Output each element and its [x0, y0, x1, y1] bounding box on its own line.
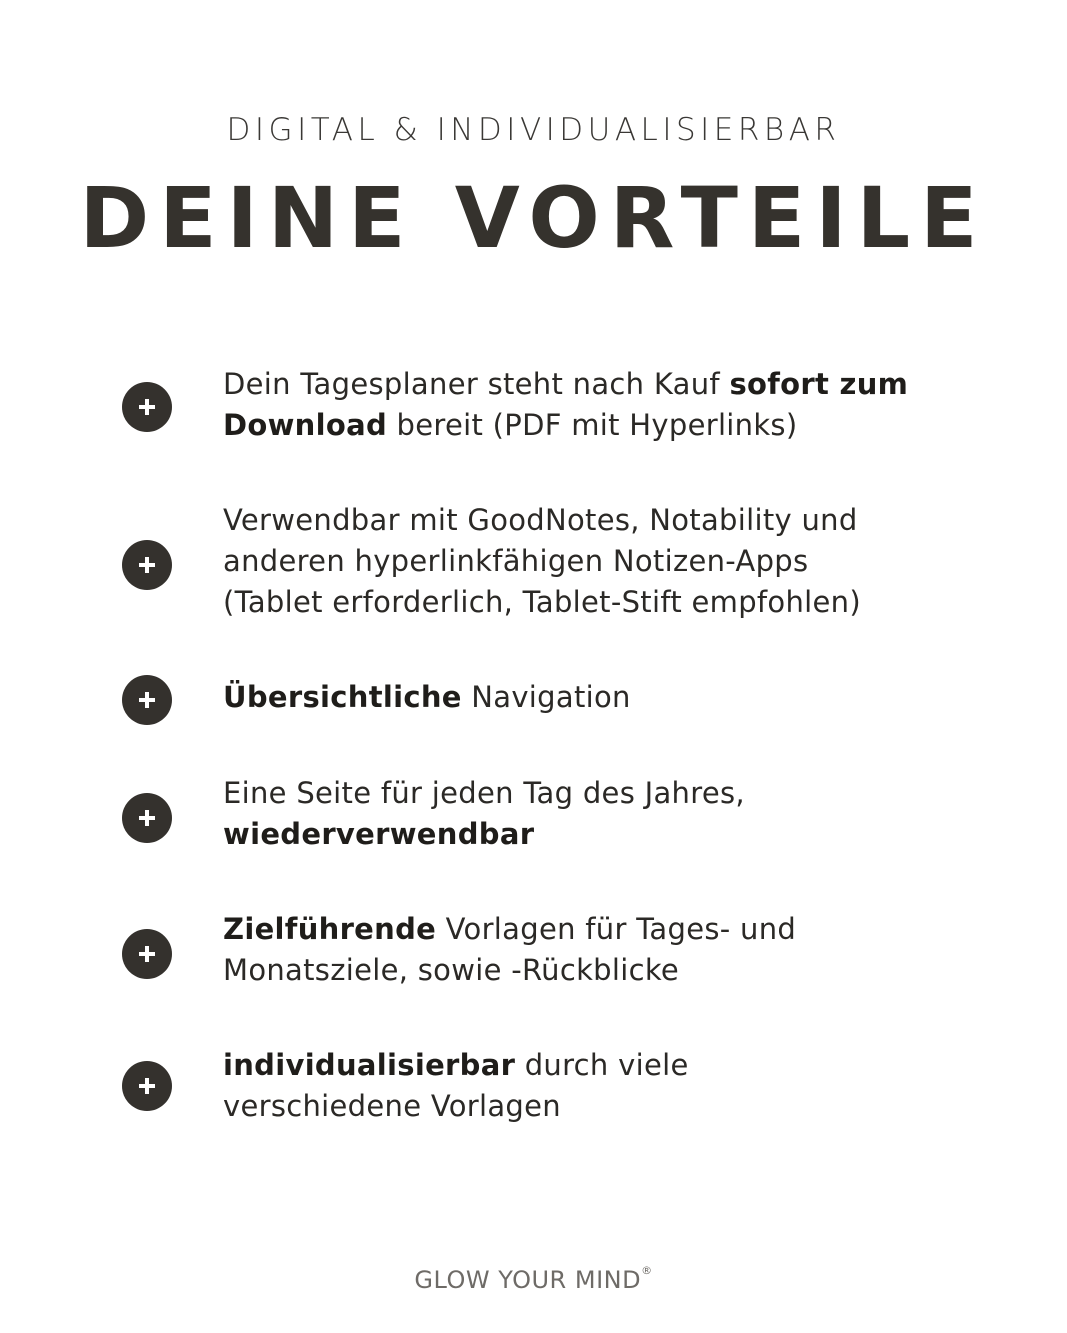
plus-circle-icon — [122, 929, 172, 979]
brand-footer — [0, 1266, 1067, 1294]
benefit-item-compatibility — [122, 500, 962, 630]
benefit-item-daily-pages — [122, 773, 962, 863]
benefit-line — [223, 1045, 963, 1086]
benefit-text — [223, 677, 963, 718]
body-text: (Tablet erforderlich, Tablet-Stift empfohlen) — [223, 585, 861, 619]
benefit-item-download — [122, 364, 962, 454]
benefit-line — [223, 773, 963, 814]
benefit-line — [223, 582, 963, 623]
body-text: Monatsziele, sowie -Rückblicke — [223, 953, 680, 987]
body-text: Navigation — [461, 680, 631, 714]
emphasis-text: Zielführende — [223, 912, 437, 946]
benefit-line — [223, 950, 963, 991]
benefit-text — [223, 909, 963, 991]
benefit-line — [223, 909, 963, 950]
emphasis-text: Übersichtliche — [223, 680, 462, 714]
benefit-line — [223, 677, 963, 718]
emphasis-text: Download — [223, 408, 388, 442]
page-title: DEINE VORTEILE — [79, 169, 988, 267]
plus-circle-icon — [122, 675, 172, 725]
benefit-item-navigation — [122, 677, 962, 727]
emphasis-text: wiederverwendbar — [223, 817, 535, 851]
registered-mark: ® — [641, 1264, 653, 1277]
plus-circle-icon — [122, 1061, 172, 1111]
body-text: Dein Tagesplaner steht nach Kauf — [223, 367, 730, 401]
plus-circle-icon — [122, 382, 172, 432]
body-text: durch viele — [515, 1048, 689, 1082]
body-text: Eine Seite für jeden Tag des Jahres, — [223, 776, 745, 810]
emphasis-text: sofort zum — [729, 367, 909, 401]
benefit-line — [223, 814, 963, 855]
benefit-line — [223, 364, 963, 405]
brand-name: GLOW YOUR MIND — [414, 1266, 642, 1294]
benefit-text — [223, 500, 963, 623]
kicker-text: DIGITAL & INDIVIDUALISIERBAR — [226, 112, 841, 148]
body-text: bereit (PDF mit Hyperlinks) — [387, 408, 798, 442]
benefit-text — [223, 1045, 963, 1127]
benefit-text — [223, 773, 963, 855]
benefit-item-goal-templates — [122, 909, 962, 999]
plus-circle-icon — [122, 540, 172, 590]
benefit-line — [223, 1086, 963, 1127]
benefit-line — [223, 405, 963, 446]
body-text: anderen hyperlinkfähigen Notizen-Apps — [223, 544, 809, 578]
body-text: Verwendbar mit GoodNotes, Notability und — [223, 503, 858, 537]
body-text: verschiedene Vorlagen — [223, 1089, 561, 1123]
emphasis-text: individualisierbar — [223, 1048, 516, 1082]
benefit-line — [223, 500, 963, 541]
body-text: Vorlagen für Tages- und — [436, 912, 797, 946]
benefit-item-customizable — [122, 1045, 962, 1135]
plus-circle-icon — [122, 793, 172, 843]
benefit-text — [223, 364, 963, 446]
benefit-line — [223, 541, 963, 582]
